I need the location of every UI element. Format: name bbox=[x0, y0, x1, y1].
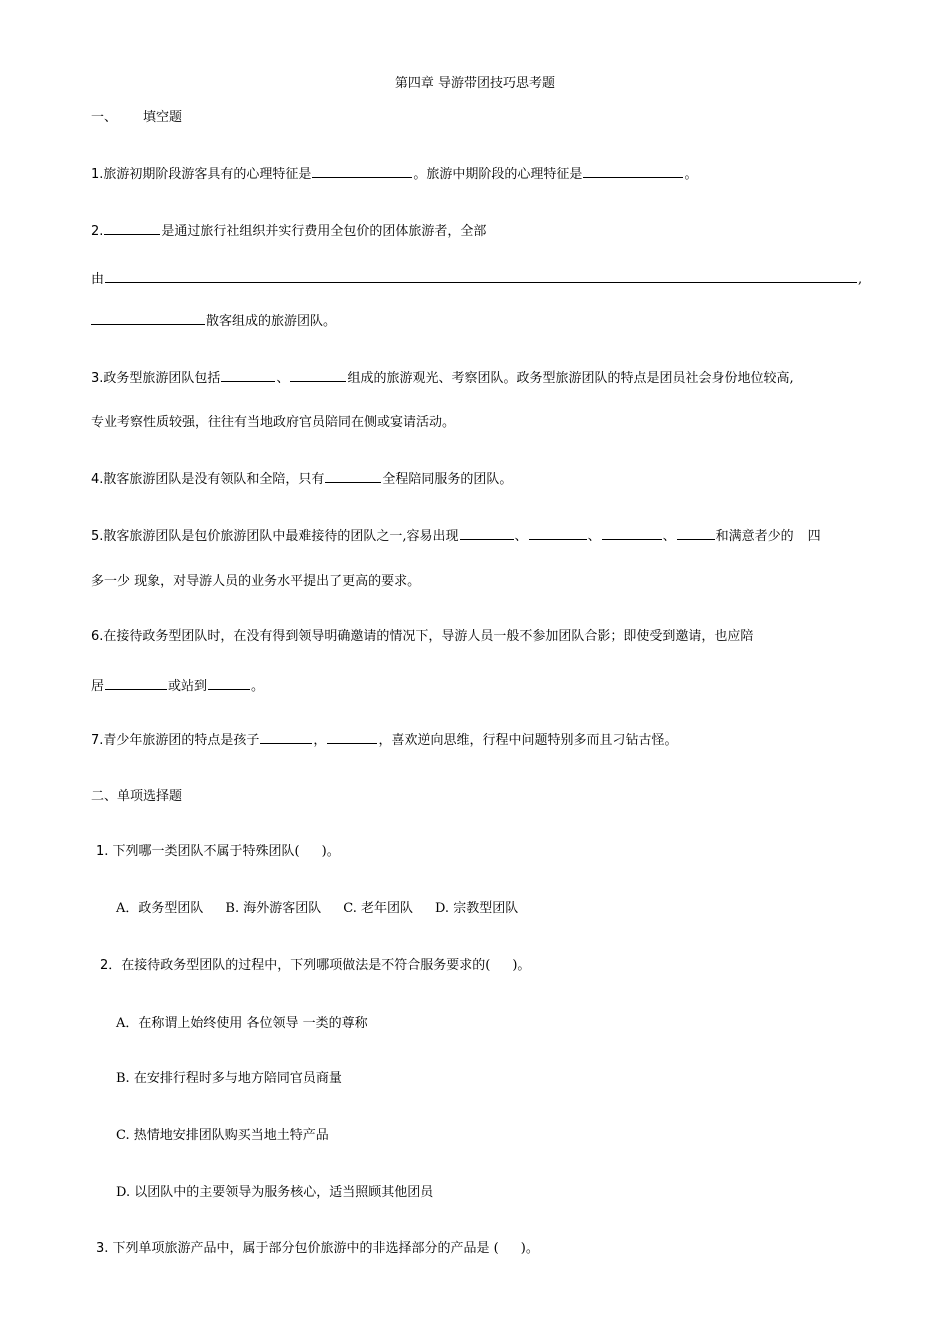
fill-blank[interactable] bbox=[105, 677, 167, 690]
question-4-number: 4. bbox=[91, 472, 104, 487]
choice-question-1-options bbox=[116, 901, 518, 917]
question-3 bbox=[91, 369, 794, 387]
fill-blank[interactable] bbox=[583, 165, 683, 178]
section-1-label: 填空题 bbox=[143, 110, 183, 125]
choice-question-3-number: 3 bbox=[96, 1241, 105, 1256]
option-a[interactable]: A．政务型团队 bbox=[116, 901, 204, 916]
question-5-text-g: 多一少 现象，对导游人员的业务水平提出了更高的要求。 bbox=[91, 574, 421, 589]
choice-question-2 bbox=[100, 958, 530, 974]
choice-question-3-close: )。 bbox=[520, 1241, 539, 1256]
question-5-number: 5. bbox=[91, 529, 104, 544]
fill-blank[interactable] bbox=[290, 369, 346, 382]
question-5-text-e: 和满意者少的 bbox=[715, 529, 794, 544]
question-4 bbox=[91, 470, 512, 488]
question-1-number: 1. bbox=[91, 167, 104, 182]
question-7-text-a: 青少年旅游团的特点是孩子 bbox=[103, 733, 260, 748]
choice-question-1 bbox=[96, 844, 340, 860]
fill-blank[interactable] bbox=[260, 731, 312, 744]
fill-blank[interactable] bbox=[91, 312, 205, 325]
question-3-line-2 bbox=[91, 415, 455, 431]
section-2-heading: 二、单项选择题 bbox=[91, 789, 183, 804]
fill-blank[interactable] bbox=[221, 369, 275, 382]
option-c[interactable]: C. 老年团队 bbox=[343, 901, 413, 916]
question-5-sep-b: 、 bbox=[514, 529, 528, 544]
question-6 bbox=[91, 629, 753, 645]
fill-blank[interactable] bbox=[460, 527, 514, 540]
choice-question-2-number: 2 bbox=[100, 958, 109, 973]
question-5-sep-c: 、 bbox=[587, 529, 601, 544]
fill-blank[interactable] bbox=[327, 731, 377, 744]
choice-question-1-close: )。 bbox=[321, 844, 340, 859]
fill-blank[interactable] bbox=[325, 470, 381, 483]
choice-question-3-text: . 下列单项旅游产品中，属于部分包价旅游中的非选择部分的产品是 ( bbox=[104, 1241, 499, 1256]
choice-question-1-number: 1 bbox=[96, 844, 105, 859]
question-2-number: 2. bbox=[91, 224, 104, 239]
fill-blank[interactable] bbox=[312, 165, 412, 178]
question-2-text-a: 是通过旅行社组织并实行费用全包价的团体旅游者，全部 bbox=[161, 224, 487, 239]
question-6-number: 6. bbox=[91, 629, 104, 644]
fill-blank[interactable] bbox=[677, 527, 715, 540]
question-3-text-d: 专业考察性质较强，往往有当地政府官员陪同在侧或宴请活动。 bbox=[91, 415, 456, 430]
question-5-text-f: 四 bbox=[807, 529, 821, 544]
question-2 bbox=[91, 222, 486, 240]
question-6-text-b: 居 bbox=[91, 679, 105, 694]
question-2-text-c: , bbox=[858, 272, 863, 287]
fill-blank[interactable] bbox=[602, 527, 662, 540]
choice-question-2-close: )。 bbox=[512, 958, 531, 973]
option-b[interactable]: B. 海外游客团队 bbox=[225, 901, 322, 916]
question-6-text-c: 或站到 bbox=[168, 679, 208, 694]
section-1-number: 一、 bbox=[91, 110, 118, 125]
fill-blank[interactable] bbox=[529, 527, 587, 540]
page-title: 第四章 导游带团技巧思考题 bbox=[394, 76, 556, 91]
fill-blank[interactable] bbox=[105, 270, 857, 283]
option-d[interactable]: D. 以团队中的主要领导为服务核心，适当照顾其他团员 bbox=[116, 1185, 434, 1200]
question-3-text-c: 组成的旅游观光、考察团队。政务型旅游团队的特点是团员社会身份地位较高, bbox=[347, 371, 794, 386]
question-7-text-b: ， bbox=[313, 733, 327, 748]
question-5-text-a: 散客旅游团队是包价旅游团队中最难接待的团队之一,容易出现 bbox=[103, 529, 459, 544]
fill-blank[interactable] bbox=[104, 222, 160, 235]
question-5 bbox=[91, 527, 821, 545]
choice-question-3 bbox=[96, 1241, 539, 1257]
question-3-text-a: 政务型旅游团队包括 bbox=[103, 371, 221, 386]
option-d[interactable]: D. 宗教型团队 bbox=[434, 901, 519, 916]
question-4-text-b: 全程陪同服务的团队。 bbox=[382, 472, 513, 487]
question-1-text-c: 。 bbox=[684, 167, 698, 182]
question-7-text-c: ，喜欢逆向思维，行程中问题特别多而且刁钻古怪。 bbox=[378, 733, 678, 748]
question-6-text-d: 。 bbox=[251, 679, 265, 694]
fill-blank[interactable] bbox=[208, 677, 250, 690]
option-c[interactable]: C. 热情地安排团队购买当地土特产品 bbox=[116, 1128, 329, 1143]
question-3-number: 3. bbox=[91, 371, 104, 386]
question-2-line-2 bbox=[91, 270, 862, 288]
choice-question-2-text: ．在接待政务型团队的过程中，下列哪项做法是不符合服务要求的( bbox=[108, 958, 491, 973]
question-1-text-a: 旅游初期阶段游客具有的心理特征是 bbox=[103, 167, 312, 182]
question-2-text-b: 由 bbox=[91, 272, 105, 287]
question-1-text-b: 。旅游中期阶段的心理特征是 bbox=[413, 167, 583, 182]
option-b[interactable]: B. 在安排行程时多与地方陪同官员商量 bbox=[116, 1071, 342, 1086]
question-5-sep-d: 、 bbox=[662, 529, 676, 544]
question-6-text-a: 在接待政务型团队时，在没有得到领导明确邀请的情况下，导游人员一般不参加团队合影；即使受到邀请，也应陪 bbox=[103, 629, 754, 644]
question-5-line-2 bbox=[91, 574, 420, 590]
option-a[interactable]: A．在称谓上始终使用 各位领导 一类的尊称 bbox=[116, 1016, 368, 1031]
question-2-line-3 bbox=[91, 312, 336, 330]
choice-question-1-text: . 下列哪一类团队不属于特殊团队( bbox=[104, 844, 300, 859]
question-2-text-d: 散客组成的旅游团队。 bbox=[206, 314, 337, 329]
question-6-line-2 bbox=[91, 677, 264, 695]
question-1 bbox=[91, 165, 697, 183]
question-7 bbox=[91, 731, 677, 749]
question-4-text-a: 散客旅游团队是没有领队和全陪，只有 bbox=[103, 472, 325, 487]
section-1-heading bbox=[91, 110, 182, 126]
question-7-number: 7. bbox=[91, 733, 104, 748]
question-3-text-b: 、 bbox=[276, 371, 290, 386]
